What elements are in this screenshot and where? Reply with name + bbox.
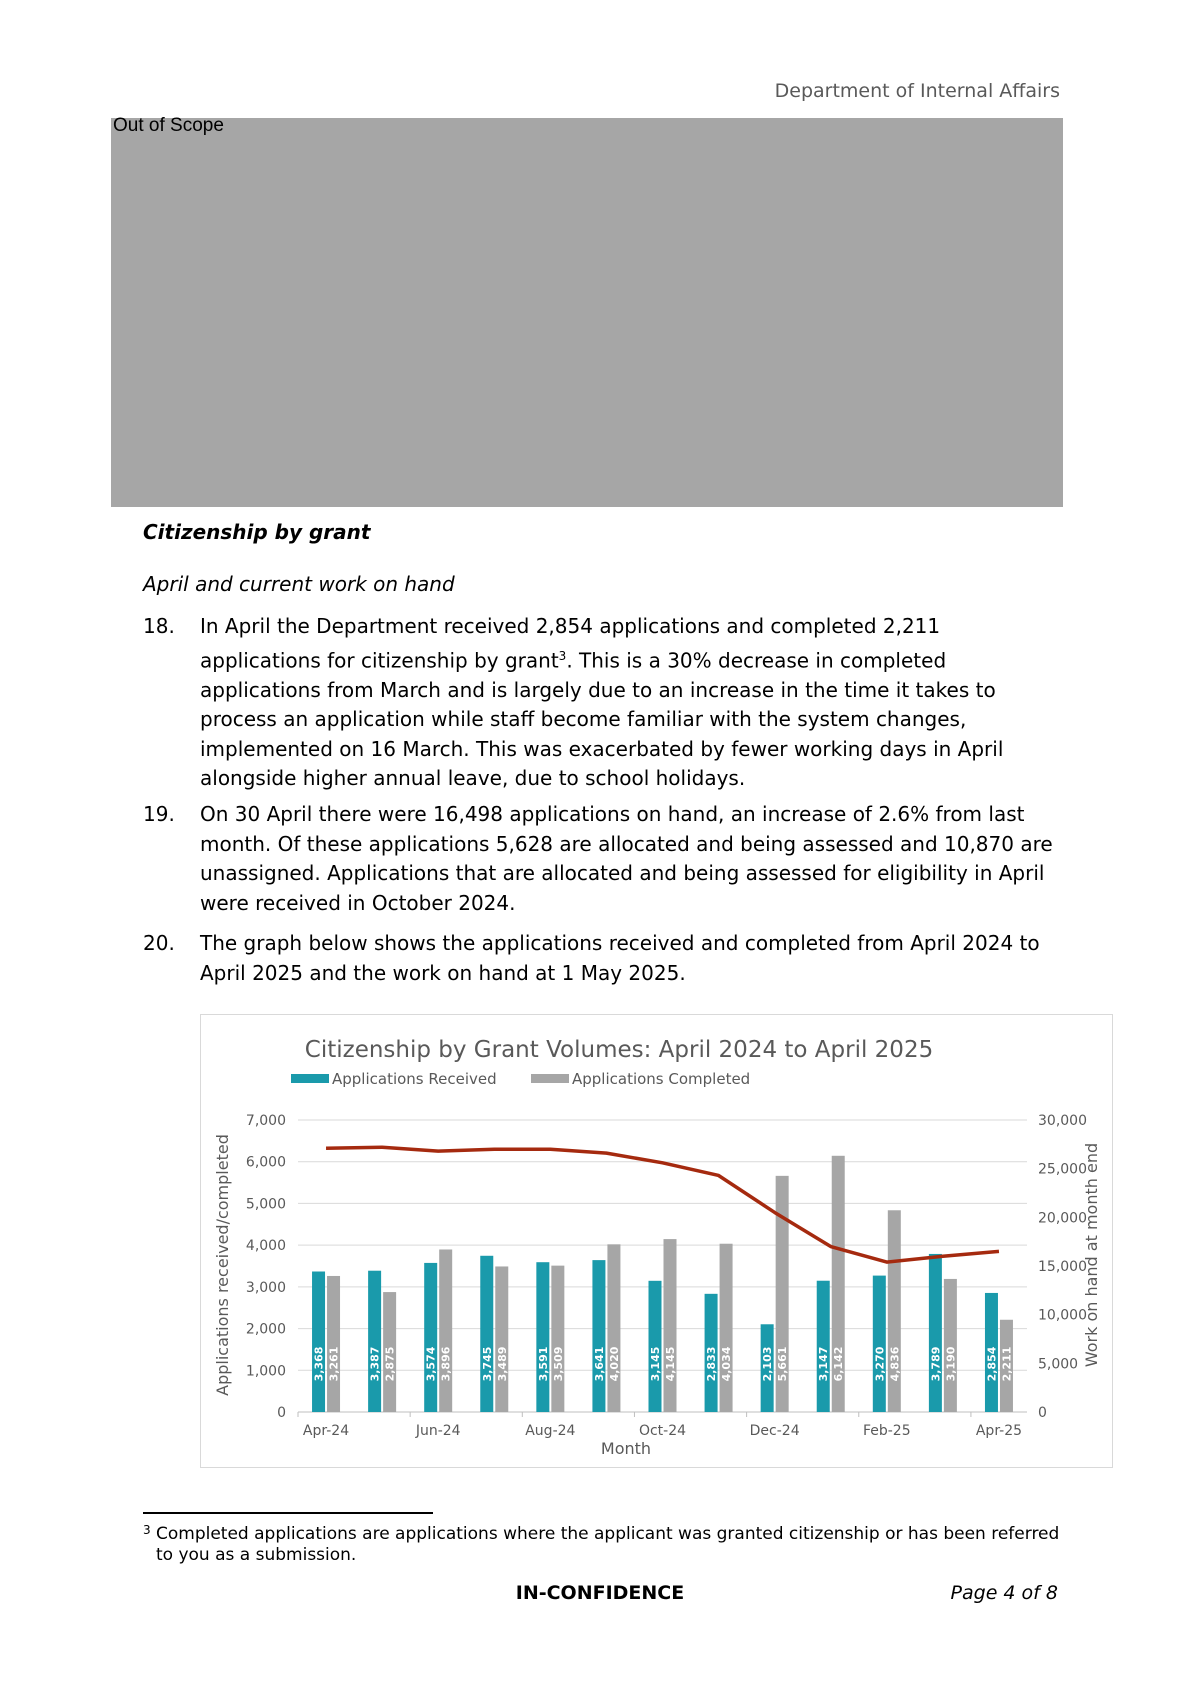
data-label-completed: 4,034 <box>720 1346 734 1382</box>
footnote-reference[interactable]: 3 <box>558 648 567 663</box>
volumes-chart <box>201 1015 1111 1466</box>
bar-received <box>817 1281 830 1412</box>
data-label-received: 3,145 <box>649 1346 662 1382</box>
data-label-received: 3,147 <box>817 1346 831 1382</box>
paragraph-text-part: . This is a 30% decrease in completed applications from March and is largely due to an increase in the time it takes to process an application while staff become familiar with the system changes, implemented on 16 March. This was exacerbated by fewer working days in April alongside higher annual leave, due to school holidays. <box>200 648 1004 791</box>
bar-received <box>480 1256 493 1412</box>
redacted-block <box>111 118 1063 507</box>
y2-tick-label: 10,000 <box>1038 1307 1087 1324</box>
bar-completed <box>664 1239 677 1412</box>
header-organisation: Department of Internal Affairs <box>774 80 1060 102</box>
legend-swatch-completed <box>531 1074 569 1083</box>
section-heading: Citizenship by grant <box>143 520 371 544</box>
bar-received <box>312 1272 325 1412</box>
data-label-received: 3,387 <box>368 1346 382 1382</box>
data-label-received: 3,368 <box>312 1346 326 1382</box>
footnote-mark: 3 <box>143 1523 151 1537</box>
footnote <box>143 1524 1063 1566</box>
paragraph-19 <box>143 800 1053 918</box>
y2-tick-label: 15,000 <box>1038 1259 1087 1275</box>
x-tick-label: Oct-24 <box>638 1423 687 1439</box>
data-label-received: 3,745 <box>480 1346 494 1382</box>
x-tick-label: Aug-24 <box>525 1423 576 1439</box>
x-tick-label: Dec-24 <box>749 1423 800 1439</box>
paragraph-text: On 30 April there were 16,498 applications on hand, an increase of 2.6% from last month. Of these applications 5,628 are allocated and being assessed and 10,870 are unassigned. Applications that are allocated and being assessed for eligibility in April were received in October 2024. <box>200 802 1053 915</box>
data-label-completed: 6,142 <box>832 1346 846 1382</box>
paragraph-number: 20. <box>143 931 175 955</box>
y-tick-label: 6,000 <box>245 1154 286 1171</box>
bar-received <box>368 1271 381 1412</box>
footnote-separator <box>143 1512 433 1514</box>
paragraph-20 <box>143 929 1053 988</box>
y2-tick-label: 30,000 <box>1038 1113 1087 1129</box>
bar-completed <box>720 1244 733 1412</box>
redaction-label: Out of Scope <box>113 115 224 136</box>
y-tick-label: 3,000 <box>245 1279 286 1296</box>
bar-received <box>873 1276 886 1412</box>
data-label-received: 2,103 <box>761 1346 775 1382</box>
legend-label-completed: Applications Completed <box>572 1070 751 1088</box>
data-label-completed: 4,836 <box>888 1346 902 1382</box>
x-axis-title: Month <box>600 1439 652 1458</box>
bar-received <box>424 1263 437 1412</box>
x-tick-label: Apr-25 <box>975 1423 1023 1439</box>
bar-received <box>592 1260 605 1412</box>
data-label-received: 2,854 <box>985 1346 999 1382</box>
bar-completed <box>495 1266 508 1412</box>
y2-tick-label: 5,000 <box>1038 1356 1079 1373</box>
paragraph-number: 19. <box>143 802 175 826</box>
bar-completed <box>944 1279 957 1412</box>
data-label-completed: 3,261 <box>327 1346 341 1382</box>
x-tick-label: Apr-24 <box>302 1423 350 1439</box>
y2-axis-title: Work on hand at month end <box>1082 1142 1101 1368</box>
bar-received <box>536 1262 549 1412</box>
y2-tick-label: 20,000 <box>1038 1210 1087 1227</box>
data-label-completed: 4,145 <box>664 1346 677 1382</box>
paragraph-text <box>200 612 1053 794</box>
section-subheading: April and current work on hand <box>143 572 455 596</box>
legend-label-received: Applications Received <box>332 1070 497 1088</box>
data-label-completed: 3,896 <box>439 1346 453 1382</box>
x-tick-label: Jun-24 <box>415 1423 461 1439</box>
data-label-completed: 2,211 <box>1000 1346 1014 1382</box>
legend-swatch-received <box>291 1074 329 1083</box>
bar-completed <box>551 1266 564 1412</box>
paragraph-18 <box>143 612 1053 794</box>
y-tick-label: 5,000 <box>245 1196 286 1213</box>
data-label-received: 2,833 <box>705 1346 719 1382</box>
page-number: Page 4 of 8 <box>950 1582 1058 1604</box>
y-tick-label: 0 <box>277 1405 286 1421</box>
x-tick-label: Feb-25 <box>862 1423 911 1439</box>
paragraph-text: The graph below shows the applications received and completed from April 2024 to April 2025 and the work on hand at 1 May 2025. <box>200 931 1040 985</box>
paragraph-text-part: In April the Department received 2,854 applications and completed 2,211 applications for citizenship by grant <box>200 614 941 673</box>
chart-container <box>200 1014 1113 1468</box>
data-label-received: 3,641 <box>592 1346 606 1382</box>
bar-completed <box>327 1276 340 1412</box>
data-label-received: 3,270 <box>873 1346 887 1382</box>
bar-received <box>929 1254 942 1412</box>
data-label-received: 3,789 <box>929 1346 943 1382</box>
y2-tick-label: 25,000 <box>1038 1161 1087 1178</box>
data-label-completed: 4,020 <box>607 1346 621 1382</box>
classification-label: IN-CONFIDENCE <box>515 1582 685 1604</box>
data-label-completed: 5,661 <box>776 1346 790 1382</box>
bar-received <box>649 1281 662 1412</box>
y-tick-label: 1,000 <box>245 1363 286 1380</box>
data-label-completed: 3,489 <box>495 1346 509 1382</box>
bar-completed <box>607 1244 620 1412</box>
y2-tick-label: 0 <box>1038 1405 1047 1421</box>
data-label-completed: 2,875 <box>383 1346 397 1382</box>
bar-completed <box>439 1249 452 1412</box>
chart-title: Citizenship by Grant Volumes: April 2024 to April 2025 <box>304 1037 934 1063</box>
paragraph-number: 18. <box>143 614 175 638</box>
y-axis-title: Applications received/completed <box>213 1134 232 1396</box>
y-tick-label: 7,000 <box>245 1113 286 1129</box>
data-label-completed: 3,509 <box>551 1346 565 1382</box>
y-tick-label: 4,000 <box>245 1238 286 1255</box>
data-label-received: 3,574 <box>424 1346 438 1382</box>
data-label-completed: 3,190 <box>944 1346 958 1382</box>
footnote-text: Completed applications are applications where the applicant was granted citizenship or has been referred to you as a submission. <box>156 1524 1060 1565</box>
y-tick-label: 2,000 <box>245 1321 286 1338</box>
data-label-received: 3,591 <box>536 1346 550 1382</box>
